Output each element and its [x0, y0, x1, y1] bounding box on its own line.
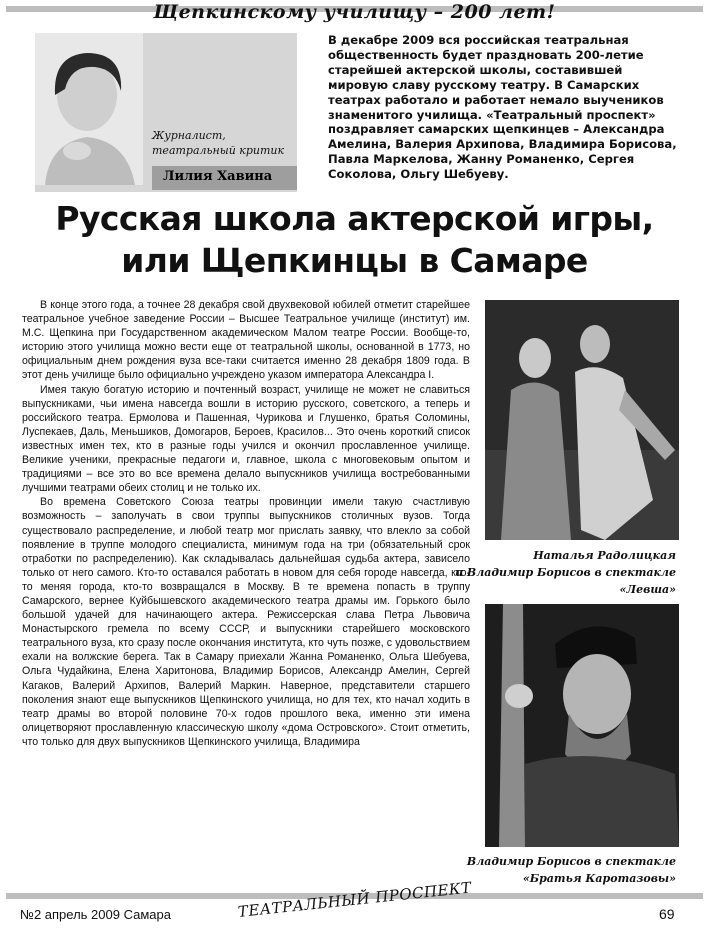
author-portrait [35, 33, 143, 185]
body-paragraph-3: Во времена Советского Союза театры провинции имели такую счастливую возможность – заполучать в свои труппы выпускников столичных вузов. Тогда существовало распределение, и любой театр мог прислать заявку, что влекло за собой появление в труппе молодого специалиста, минимум года на три (обязательный срок отработки по распределению). Как складывалась дальнейшая судьба актера, зависело только от него самого. Кто-то оставался работать в новом для себя городе навсегда, кто-то меняя города, кто-то возвращался в Москву. В те времена попасть в труппу Самарского, вернее Куйбышевского академического театра драмы им. Горького было большой удачей для начинающего актера. Режиссерская слава Петра Львовича Монастырского гремела по всему СССР, и выпускники старейшего московского театрального вуза, кто сразу после окончания института, кто чуть позже, с удовольствием ехали на волжские берега. Так в Самару приехали Жанна Романенко, Ольга Шебуева, Ольга Чудайкина, Елена Харитонова, Владимир Борисов, Александр Амелин, Сергей Кагаков, Валерий Архипов, Валерий Маркин. Наверное, представители старшего поколения знают еще выпускников Щепкинского училища, но для тех, кто начал ходить в театр драмы во второй половине 70-х годов прошлого века, именно эти имена олицетворяют прославленную классическую школу «дома Островского». Стоит отметить, что только для двух выпускников Щепкинского училища, Владимира [22, 496, 470, 748]
article-body [22, 298, 470, 749]
author-role-line1: Журналист, [152, 129, 226, 142]
body-paragraph-2: Имея такую богатую историю и почтенный возраст, училище не может не славиться выпускниками, чьи имена навсегда вошли в историю русского, советского, а теперь и российского театра. Ермолова и Пашенная, Чурикова и Глушенко, братья Соломины, Луспекаев, Даль, Меньшиков, Домогаров, Бероев, Красилов... Это очень короткий список известных имен тех, кто в разные годы учился и окончил прославленное училище. Великие ученики, прекрасные педагоги и, главное, школа с многовековым опытом и традициями – все это во все времена делало выпускников училища востребованными лучшими театрами обеих столиц и не только их. [22, 383, 470, 495]
footer-masthead-logo: ТЕАТРАЛЬНЫЙ ПРОСПЕКТ [237, 878, 473, 921]
photo1-caption [440, 547, 676, 598]
stage-photo-levsha [485, 300, 679, 540]
photo2-caption [440, 853, 676, 887]
photo2-caption-line1: Владимир Борисов в спектакле [466, 855, 676, 868]
page-number: 69 [659, 906, 675, 922]
body-paragraph-1: В конце этого года, а точнее 28 декабря свой двухвековой юбилей отметит старейшее театральное учебное заведение России – Высшее Театральное училище (институт) им. М.С. Щепкина при Государственном академическом Малом театре России. Вообще-то, историю этого училища можно вести еще от театральной школы, основанной в 1773, но официальным днем рождения вуза все-таки считается именно 28 декабря 1809 года. В этот день училище было официально учреждено указом императора Александра I. [22, 299, 470, 382]
author-role-line2: театральный критик [152, 144, 285, 157]
photo2-caption-line2: «Братья Кароmазовы» [522, 872, 676, 885]
headline-line2: или Щепкинцы в Самаре [121, 241, 588, 280]
photo1-caption-line1: Наталья Радолицкая [533, 549, 676, 562]
photo1-caption-line2: и Владимир Борисов в спектакле [455, 566, 676, 579]
author-name: Лилия Хавина [163, 169, 273, 184]
section-title: Щепкинскому училищу – 200 лет! [153, 1, 556, 23]
photo1-caption-line3: «Левша» [619, 583, 676, 596]
lead-paragraph: В декабре 2009 вся российская театральная общественность будет праздновать 200-летие старейшей актерской школы, составившей мировую славу русскому театру. В Самарских театрах работало и работает немало выучеников знаменитого училища. «Театральный проспект» поздравляет самарских щепкинцев – Александра Амелина, Валерия Архипова, Владимира Борисова, Павла Маркелова, Жанну Романенко, Сергея Соколова, Ольгу Шебуеву. [328, 33, 677, 182]
stage-photo-karamazov [485, 604, 679, 847]
headline-line1: Русская школа актерской игры, [55, 199, 654, 238]
footer-issue: №2 апрель 2009 Самара [20, 907, 171, 922]
author-role [152, 128, 284, 158]
article-headline [0, 198, 709, 282]
